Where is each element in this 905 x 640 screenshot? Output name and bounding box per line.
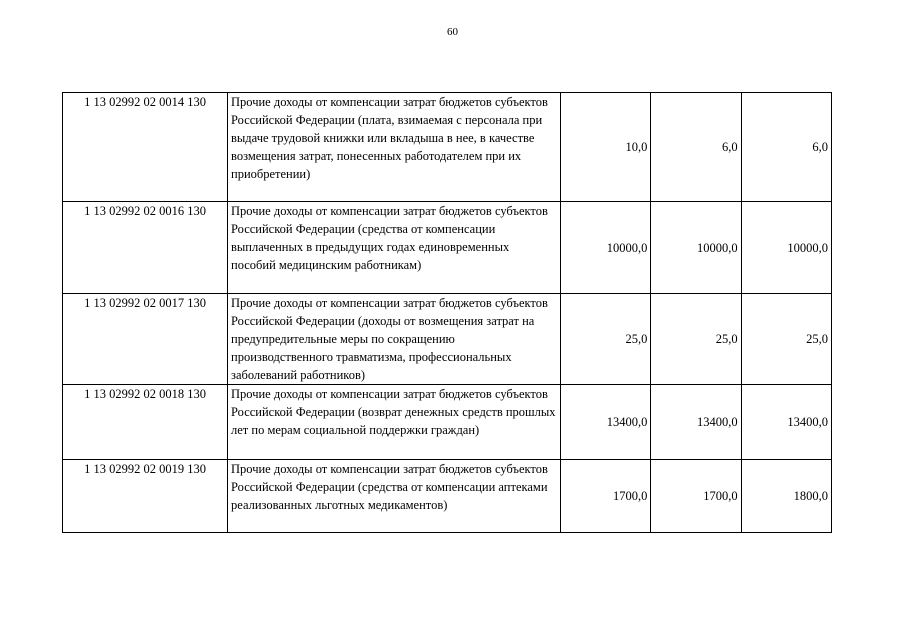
table-row [63,385,832,460]
description-cell: Прочие доходы от компенсации затрат бюджетов субъектов Российской Федерации (плата, взимаемая с персонала при выдаче трудовой книжки или вкладыша в нее, в качестве возмещения затрат, понесенных работодателем при их приобретении) [228,93,561,202]
budget-code-cell: 1 13 02992 02 0019 130 [63,460,228,533]
value-cell-year-2: 1700,0 [651,460,741,533]
value-cell-year-1: 10,0 [561,93,651,202]
table-row [63,460,832,533]
description-cell: Прочие доходы от компенсации затрат бюджетов субъектов Российской Федерации (средства от компенсации выплаченных в предыдущих годах единовременных пособий медицинским работникам) [228,202,561,294]
table-row [63,294,832,385]
value-cell-year-2: 6,0 [651,93,741,202]
value-cell-year-3: 13400,0 [741,385,831,460]
budget-code-cell: 1 13 02992 02 0016 130 [63,202,228,294]
value-cell-year-3: 1800,0 [741,460,831,533]
value-cell-year-2: 10000,0 [651,202,741,294]
revenue-table [62,92,832,533]
table-row [63,93,832,202]
value-cell-year-3: 6,0 [741,93,831,202]
value-cell-year-2: 25,0 [651,294,741,385]
page-number: 60 [447,26,458,38]
value-cell-year-3: 25,0 [741,294,831,385]
value-cell-year-1: 13400,0 [561,385,651,460]
description-cell: Прочие доходы от компенсации затрат бюджетов субъектов Российской Федерации (средства от компенсации аптеками реализованных льготных медикаментов) [228,460,561,533]
budget-code-cell: 1 13 02992 02 0018 130 [63,385,228,460]
description-cell: Прочие доходы от компенсации затрат бюджетов субъектов Российской Федерации (возврат денежных средств прошлых лет по мерам социальной поддержки граждан) [228,385,561,460]
value-cell-year-3: 10000,0 [741,202,831,294]
value-cell-year-1: 10000,0 [561,202,651,294]
budget-code-cell: 1 13 02992 02 0014 130 [63,93,228,202]
description-cell: Прочие доходы от компенсации затрат бюджетов субъектов Российской Федерации (доходы от возмещения затрат на предупредительные меры по сокращению производственного травматизма, профессиональных заболеваний работников) [228,294,561,385]
budget-code-cell: 1 13 02992 02 0017 130 [63,294,228,385]
value-cell-year-1: 1700,0 [561,460,651,533]
value-cell-year-2: 13400,0 [651,385,741,460]
table-row [63,202,832,294]
value-cell-year-1: 25,0 [561,294,651,385]
